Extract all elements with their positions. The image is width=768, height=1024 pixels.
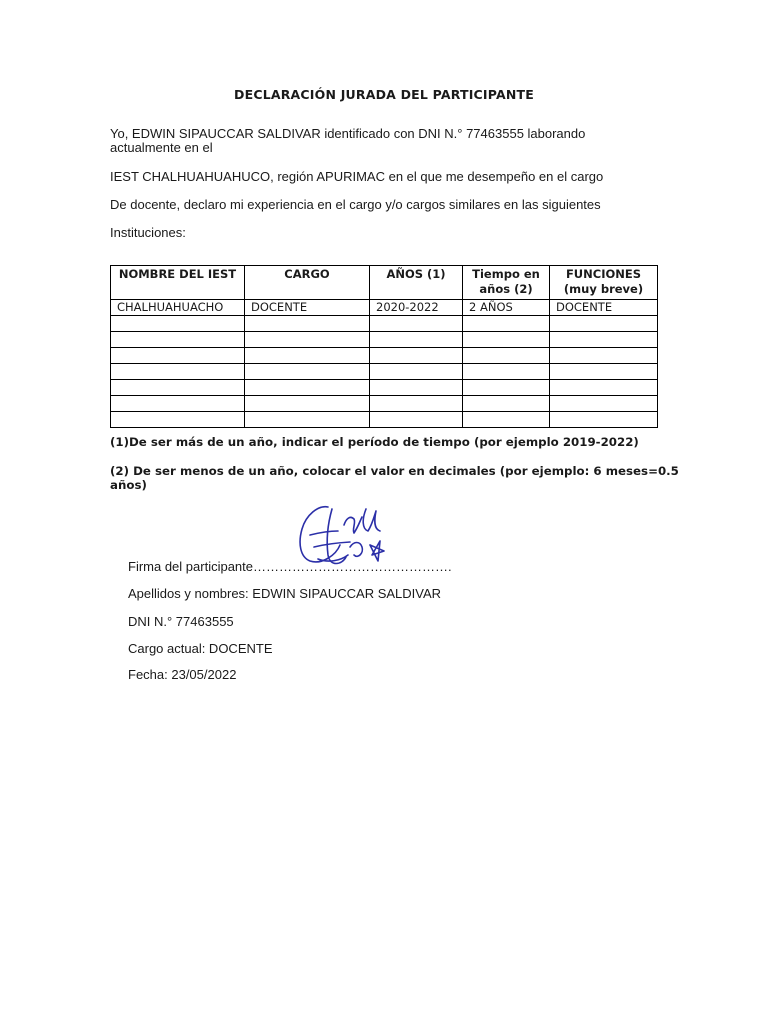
- intro-line-1: Yo, EDWIN SIPAUCCAR SALDIVAR identificado con DNI N.° 77463555 laborando: [110, 126, 586, 141]
- table-cell: [245, 348, 370, 364]
- signature-line: Firma del participante……………………………………….: [128, 559, 452, 574]
- table-cell: [370, 316, 463, 332]
- table-cell: [245, 396, 370, 412]
- table-cell: [550, 396, 658, 412]
- table-cell: [550, 364, 658, 380]
- table-cell: [550, 348, 658, 364]
- table-cell: 2020-2022: [370, 300, 463, 316]
- table-cell: [111, 332, 245, 348]
- table-cell: [550, 332, 658, 348]
- header-anos: AÑOS (1): [370, 266, 463, 300]
- table-cell: [370, 412, 463, 428]
- table-cell: [370, 364, 463, 380]
- table-row: [111, 348, 658, 364]
- intro-line-3: IEST CHALHUAHUAHUCO, región APURIMAC en el que me desempeño en el cargo: [110, 169, 604, 184]
- table-row: [111, 396, 658, 412]
- table-row: [111, 412, 658, 428]
- intro-line-2: actualmente en el: [110, 140, 213, 155]
- table-cell: DOCENTE: [245, 300, 370, 316]
- footnote-2: (2) De ser menos de un año, colocar el valor en decimales (por ejemplo: 6 meses=0.5 años): [110, 464, 679, 492]
- table-row: [111, 300, 658, 316]
- table-cell: [370, 396, 463, 412]
- table-cell: [370, 380, 463, 396]
- header-tiempo: Tiempo en años (2): [463, 266, 550, 300]
- page-title: DECLARACIÓN JURADA DEL PARTICIPANTE: [234, 87, 534, 102]
- table-cell: [550, 316, 658, 332]
- table-header-row: [111, 266, 658, 300]
- table-cell: [111, 396, 245, 412]
- table-cell: [111, 380, 245, 396]
- table-cell: [370, 348, 463, 364]
- table-cell: [463, 396, 550, 412]
- table-row: [111, 316, 658, 332]
- table-cell: [245, 364, 370, 380]
- date: Fecha: 23/05/2022: [128, 667, 237, 682]
- table-cell: [245, 332, 370, 348]
- table-cell: [550, 380, 658, 396]
- table-cell: [111, 316, 245, 332]
- table-cell: [463, 364, 550, 380]
- table-cell: [463, 316, 550, 332]
- full-name: Apellidos y nombres: EDWIN SIPAUCCAR SALDIVAR: [128, 586, 442, 601]
- table-cell: [463, 380, 550, 396]
- header-nombre-iest: NOMBRE DEL IEST: [111, 266, 245, 300]
- table-cell: DOCENTE: [550, 300, 658, 316]
- table-row: [111, 364, 658, 380]
- table-cell: [550, 412, 658, 428]
- table-row: [111, 380, 658, 396]
- current-position: Cargo actual: DOCENTE: [128, 641, 273, 656]
- table-cell: [111, 364, 245, 380]
- table-cell: [111, 412, 245, 428]
- table-cell: [463, 332, 550, 348]
- dni-number: DNI N.° 77463555: [128, 614, 234, 629]
- table-cell: [463, 412, 550, 428]
- header-funciones: FUNCIONES (muy breve): [550, 266, 658, 300]
- table-cell: CHALHUAHUACHO: [111, 300, 245, 316]
- table-cell: [245, 380, 370, 396]
- table-cell: [245, 412, 370, 428]
- intro-line-5: Instituciones:: [110, 225, 186, 240]
- table-cell: [463, 348, 550, 364]
- table-cell: [111, 348, 245, 364]
- experience-table: [110, 265, 658, 428]
- header-cargo: CARGO: [245, 266, 370, 300]
- table-row: [111, 332, 658, 348]
- footnote-1: (1)De ser más de un año, indicar el período de tiempo (por ejemplo 2019-2022): [110, 435, 639, 449]
- table-cell: [245, 316, 370, 332]
- table-cell: [370, 332, 463, 348]
- intro-line-4: De docente, declaro mi experiencia en el cargo y/o cargos similares en las siguientes: [110, 197, 601, 212]
- table-cell: 2 AÑOS: [463, 300, 550, 316]
